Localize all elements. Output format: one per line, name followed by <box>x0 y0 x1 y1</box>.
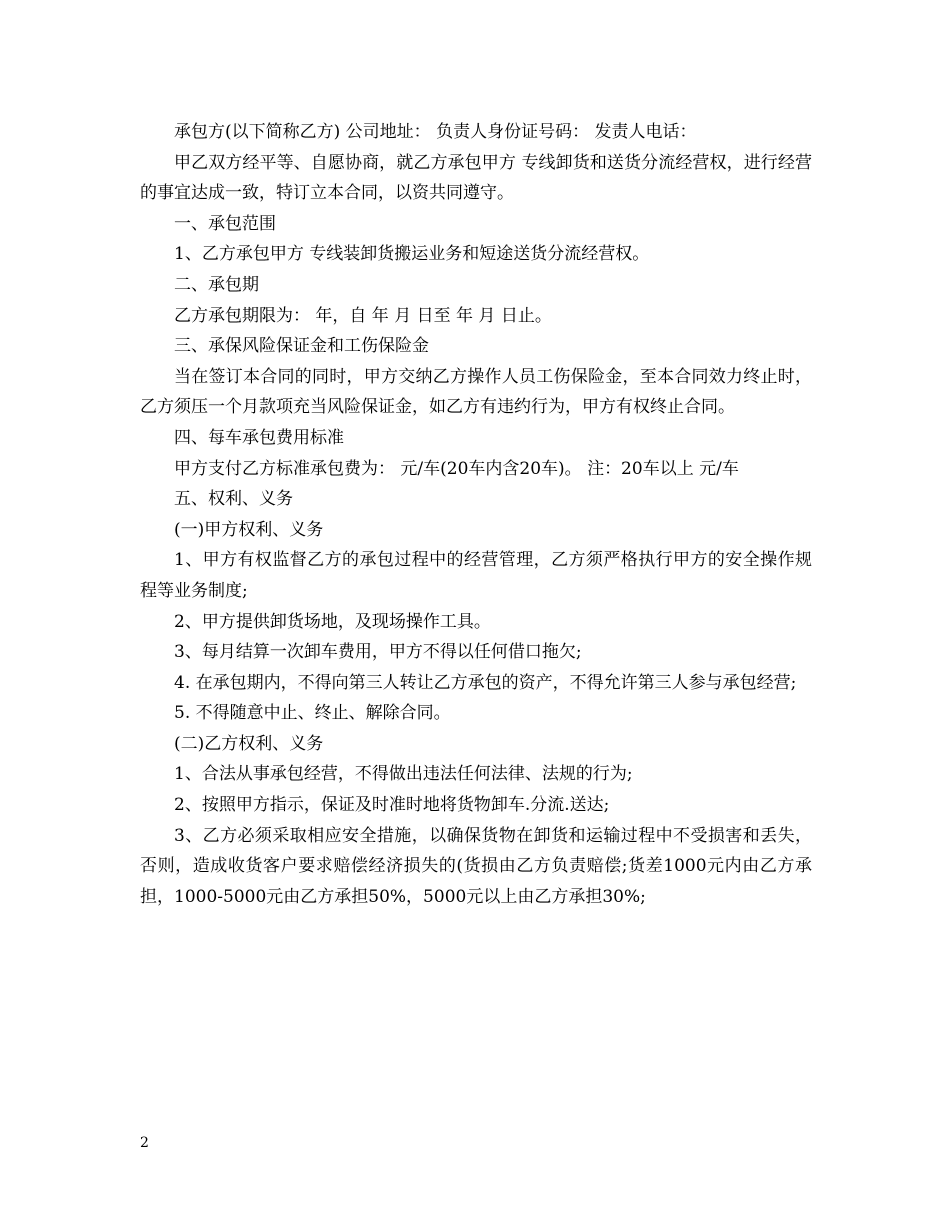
section-heading-rights: 五、权利、义务 <box>174 489 293 510</box>
scope-clause-1: 1、乙方承包甲方 专线装卸货搬运业务和短途送货分流经营权。 <box>174 244 650 265</box>
page-number: 2 <box>140 1135 149 1151</box>
party-a-clause-4: 4. 在承包期内，不得向第三人转让乙方承包的资产，不得允许第三人参与承包经营; <box>174 672 797 693</box>
party-a-clause-2: 2、甲方提供卸货场地，及现场操作工具。 <box>174 611 491 632</box>
subsection-heading-party-b: (二)乙方权利、义务 <box>174 733 324 754</box>
party-b-info: 承包方(以下简称乙方) 公司地址： 负责人身份证号码： 发责人电话： <box>174 122 697 142</box>
subsection-heading-party-a: (一)甲方权利、义务 <box>174 519 324 540</box>
section-heading-fees: 四、每车承包费用标准 <box>174 427 344 448</box>
deposit-clause: 当在签订本合同的同时，甲方交纳乙方操作人员工伤保险金，至本合同效力终止时，乙方须压一个月款项充当风险保证金，如乙方有违约行为，甲方有权终止合同。 <box>140 366 812 418</box>
party-b-clause-3: 3、乙方必须采取相应安全措施，以确保货物在卸货和运输过程中不受损害和丢失，否则，造成收货客户要求赔偿经济损失的(货损由乙方负责赔偿;货差1000元内由乙方承担，1000-5000元由乙方承担50%，5000元以上由乙方承担30%; <box>140 825 812 907</box>
section-heading-deposit: 三、承保风险保证金和工伤保险金 <box>174 336 429 357</box>
fees-clause: 甲方支付乙方标准承包费为： 元/车(20车内含20车)。 注：20车以上 元/车 <box>174 458 739 479</box>
document-body <box>140 117 812 912</box>
party-a-clause-1: 1、甲方有权监督乙方的承包过程中的经营管理，乙方须严格执行甲方的安全操作规程等业务制度; <box>140 550 812 601</box>
term-clause: 乙方承包期限为： 年，自 年 月 日至 年 月 日止。 <box>174 305 552 326</box>
party-b-clause-2: 2、按照甲方指示，保证及时准时地将货物卸车.分流.送达; <box>174 795 610 816</box>
preamble-paragraph: 甲乙双方经平等、自愿协商，就乙方承包甲方 专线卸货和送货分流经营权，进行经营的事宜达成一致，特订立本合同，以资共同遵守。 <box>140 152 812 204</box>
party-a-clause-5: 5. 不得随意中止、终止、解除合同。 <box>174 703 451 724</box>
section-heading-term: 二、承包期 <box>174 274 259 295</box>
section-heading-scope: 一、承包范围 <box>174 213 276 234</box>
party-b-clause-1: 1、合法从事承包经营，不得做出违法任何法律、法规的行为; <box>174 764 633 785</box>
party-a-clause-3: 3、每月结算一次卸车费用，甲方不得以任何借口拖欠; <box>174 642 582 663</box>
